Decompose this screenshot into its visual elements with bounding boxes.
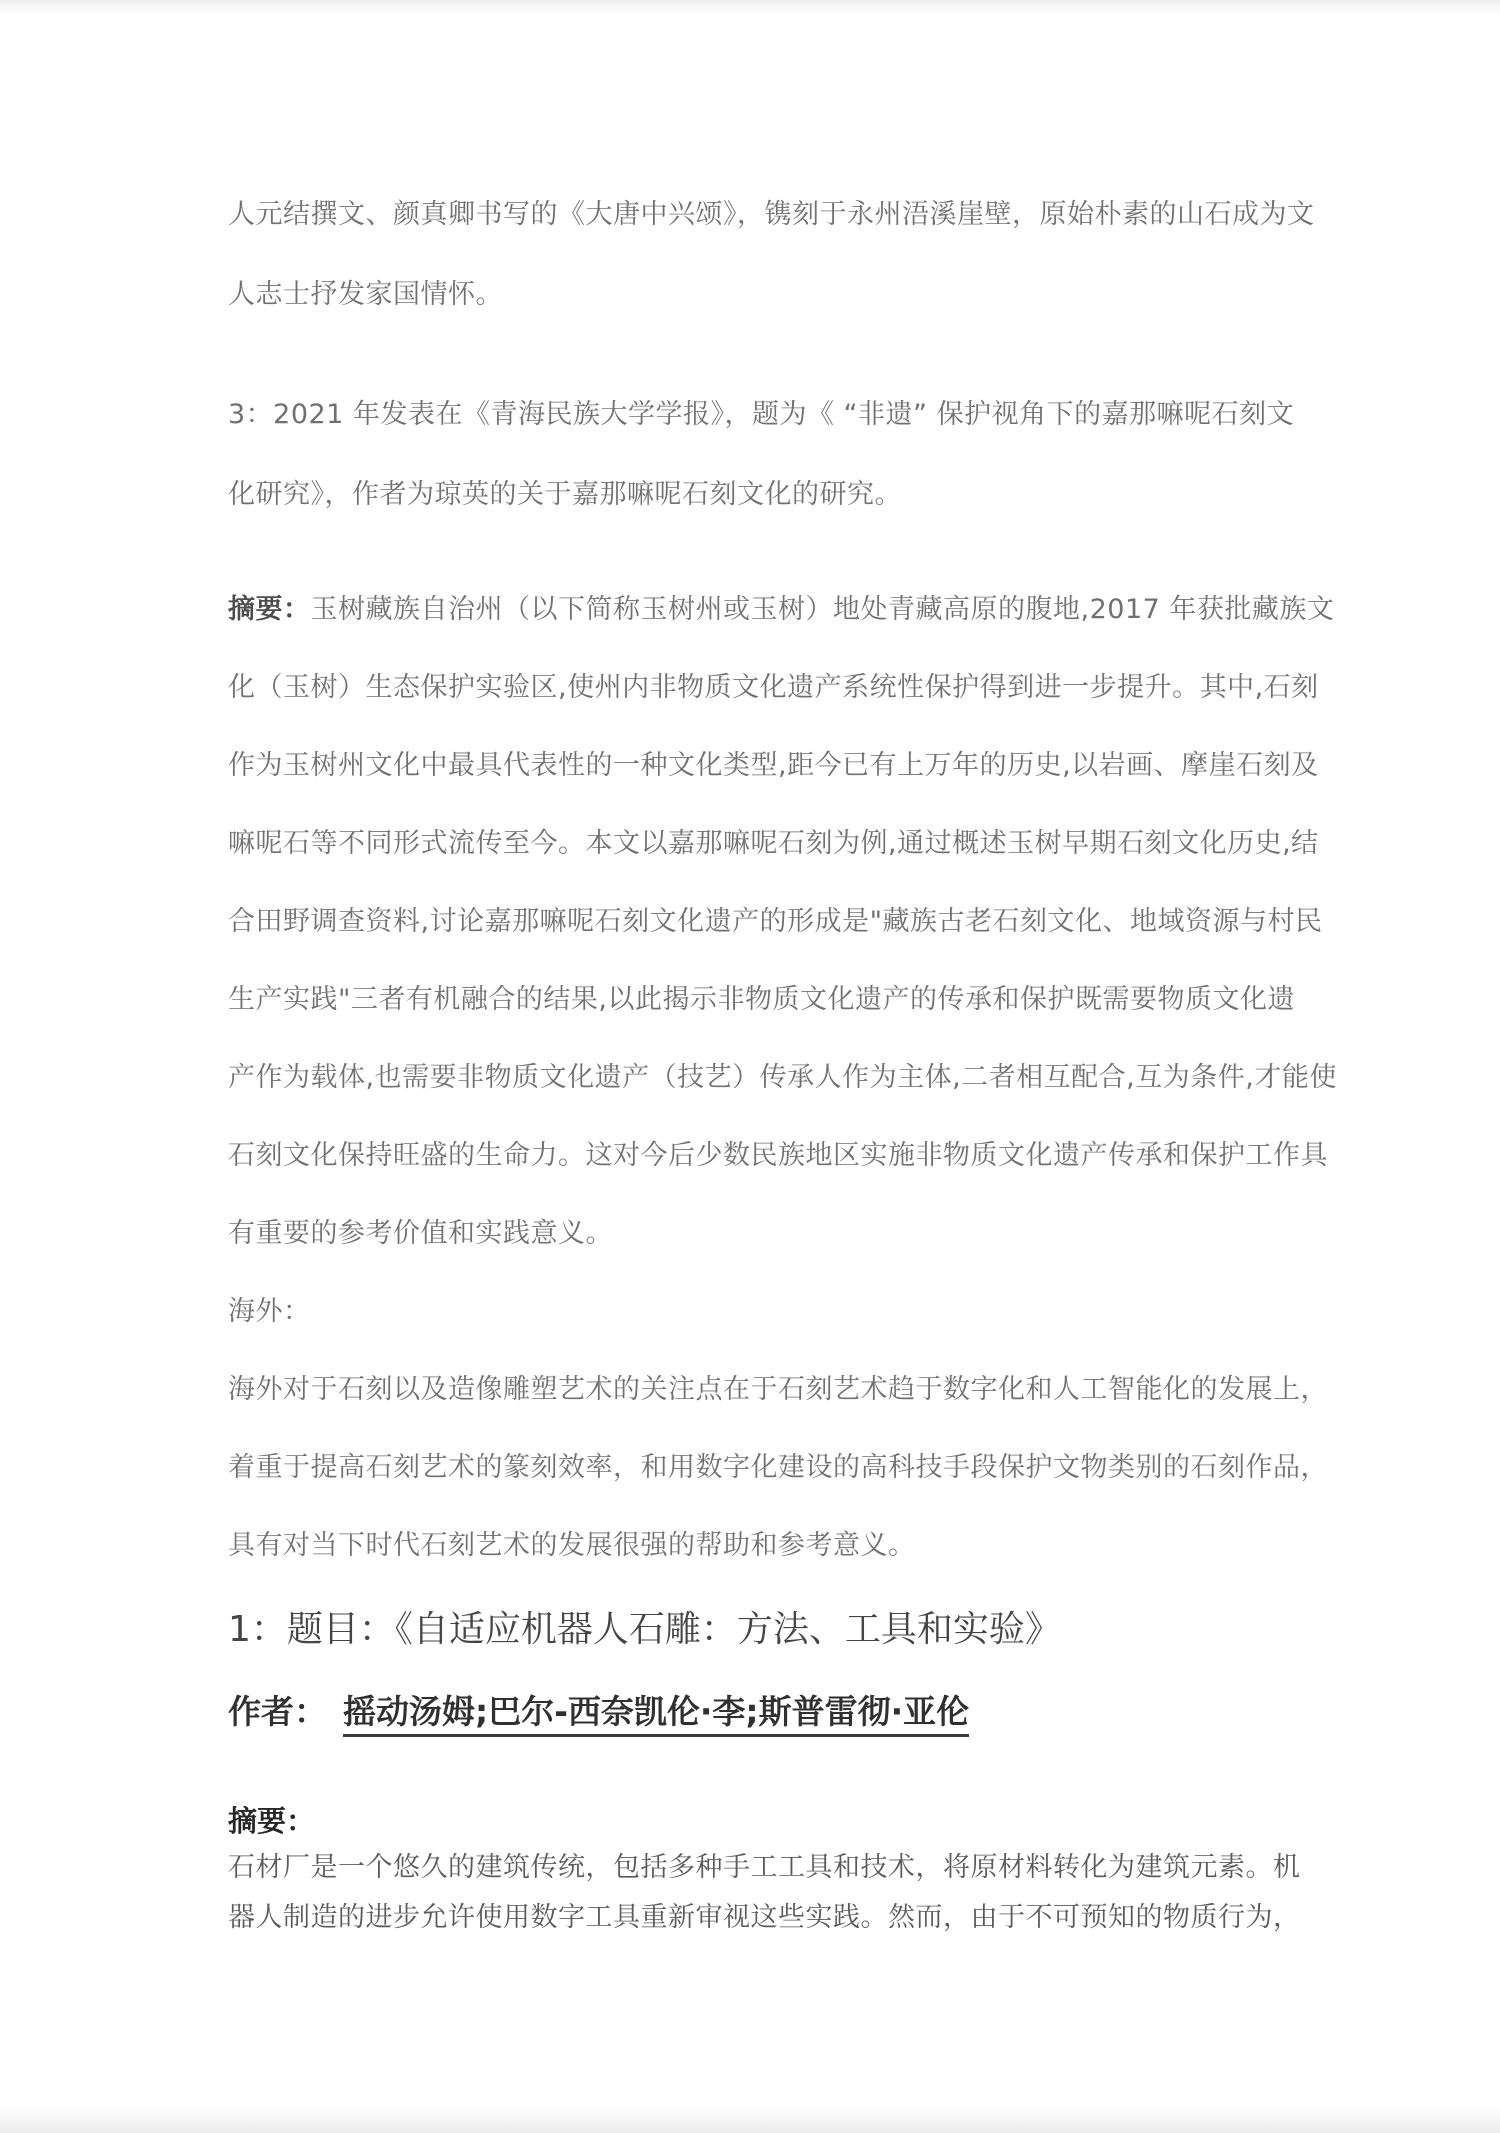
paragraph-overseas — [228, 1351, 1328, 1585]
text-line: 海外： — [228, 1296, 311, 1327]
text-line: 海外对于石刻以及造像雕塑艺术的关注点在于石刻艺术趋于数字化和人工智能化的发展上， — [228, 1374, 1328, 1405]
author-label: 作者： — [228, 1692, 327, 1731]
page-bottom-edge — [0, 2103, 1500, 2133]
text-line: 作为玉树州文化中最具代表性的一种文化类型,距今已有上万年的历史,以岩画、摩崖石刻及 — [228, 750, 1319, 781]
paper-title: 1：题目：《自适应机器人石雕：方法、工具和实验》 — [228, 1609, 1061, 1650]
text-line: 化研究》，作者为琼英的关于嘉那嘛呢石刻文化的研究。 — [228, 479, 902, 510]
paper-authors — [228, 1671, 1300, 1753]
text-line: 产作为载体,也需要非物质文化遗产（技艺）传承人作为主体,二者相互配合,互为条件,才能使 — [228, 1062, 1337, 1093]
author-names: 摇动汤姆;巴尔-西奈凯伦·李;斯普雷彻·亚伦 — [343, 1692, 969, 1737]
text-line: 器人制造的进步允许使用数字工具重新审视这些实践。然而，由于不可预知的物质行为， — [228, 1902, 1301, 1933]
abstract-label: 摘要： — [228, 1804, 316, 1838]
text-line: 合田野调查资料,讨论嘉那嘛呢石刻文化遗产的形成是"藏族古老石刻文化、地域资源与村民 — [228, 906, 1323, 937]
paragraph-abstract-yushu — [228, 571, 1337, 1273]
text-line: 生产实践"三者有机融合的结果,以此揭示非物质文化遗产的传承和保护既需要物质文化遗 — [228, 984, 1295, 1015]
text-line: 人志士抒发家国情怀。 — [228, 279, 503, 310]
text-line: 人元结撰文、颜真卿书写的《大唐中兴颂》，镌刻于永州浯溪崖壁，原始朴素的山石成为文 — [228, 199, 1315, 230]
overseas-heading — [228, 1273, 1300, 1351]
paragraph-citation-3 — [228, 375, 1300, 535]
abstract-label: 摘要： — [228, 594, 311, 625]
text-line: 具有对当下时代石刻艺术的发展很强的帮助和参考意义。 — [228, 1530, 916, 1561]
text-line: 石刻文化保持旺盛的生命力。这对今后少数民族地区实施非物质文化遗产传承和保护工作具 — [228, 1140, 1328, 1171]
text-line: 着重于提高石刻艺术的篆刻效率，和用数字化建设的高科技手段保护文物类别的石刻作品， — [228, 1452, 1328, 1483]
text-line: 玉树藏族自治州（以下简称玉树州或玉树）地处青藏高原的腹地,2017 年获批藏族文 — [310, 594, 1335, 625]
text-line: 嘛呢石等不同形式流传至今。本文以嘉那嘛呢石刻为例,通过概述玉树早期石刻文化历史,结 — [228, 828, 1319, 859]
text-line: 石材厂是一个悠久的建筑传统，包括多种手工工具和技术，将原材料转化为建筑元素。机 — [228, 1852, 1301, 1883]
text-line — [228, 571, 1335, 649]
paragraph-datang-inscription — [228, 175, 1315, 335]
paragraph-stone-masonry-abstract — [228, 1843, 1300, 1943]
text-line: 化（玉树）生态保护实验区,使州内非物质文化遗产系统性保护得到进一步提升。其中,石刻 — [228, 672, 1319, 703]
text-line: 3：2021 年发表在《青海民族大学学报》，题为《 “非遗” 保护视角下的嘉那嘛呢石刻文 — [228, 399, 1295, 430]
text-line: 有重要的参考价值和实践意义。 — [228, 1218, 613, 1249]
